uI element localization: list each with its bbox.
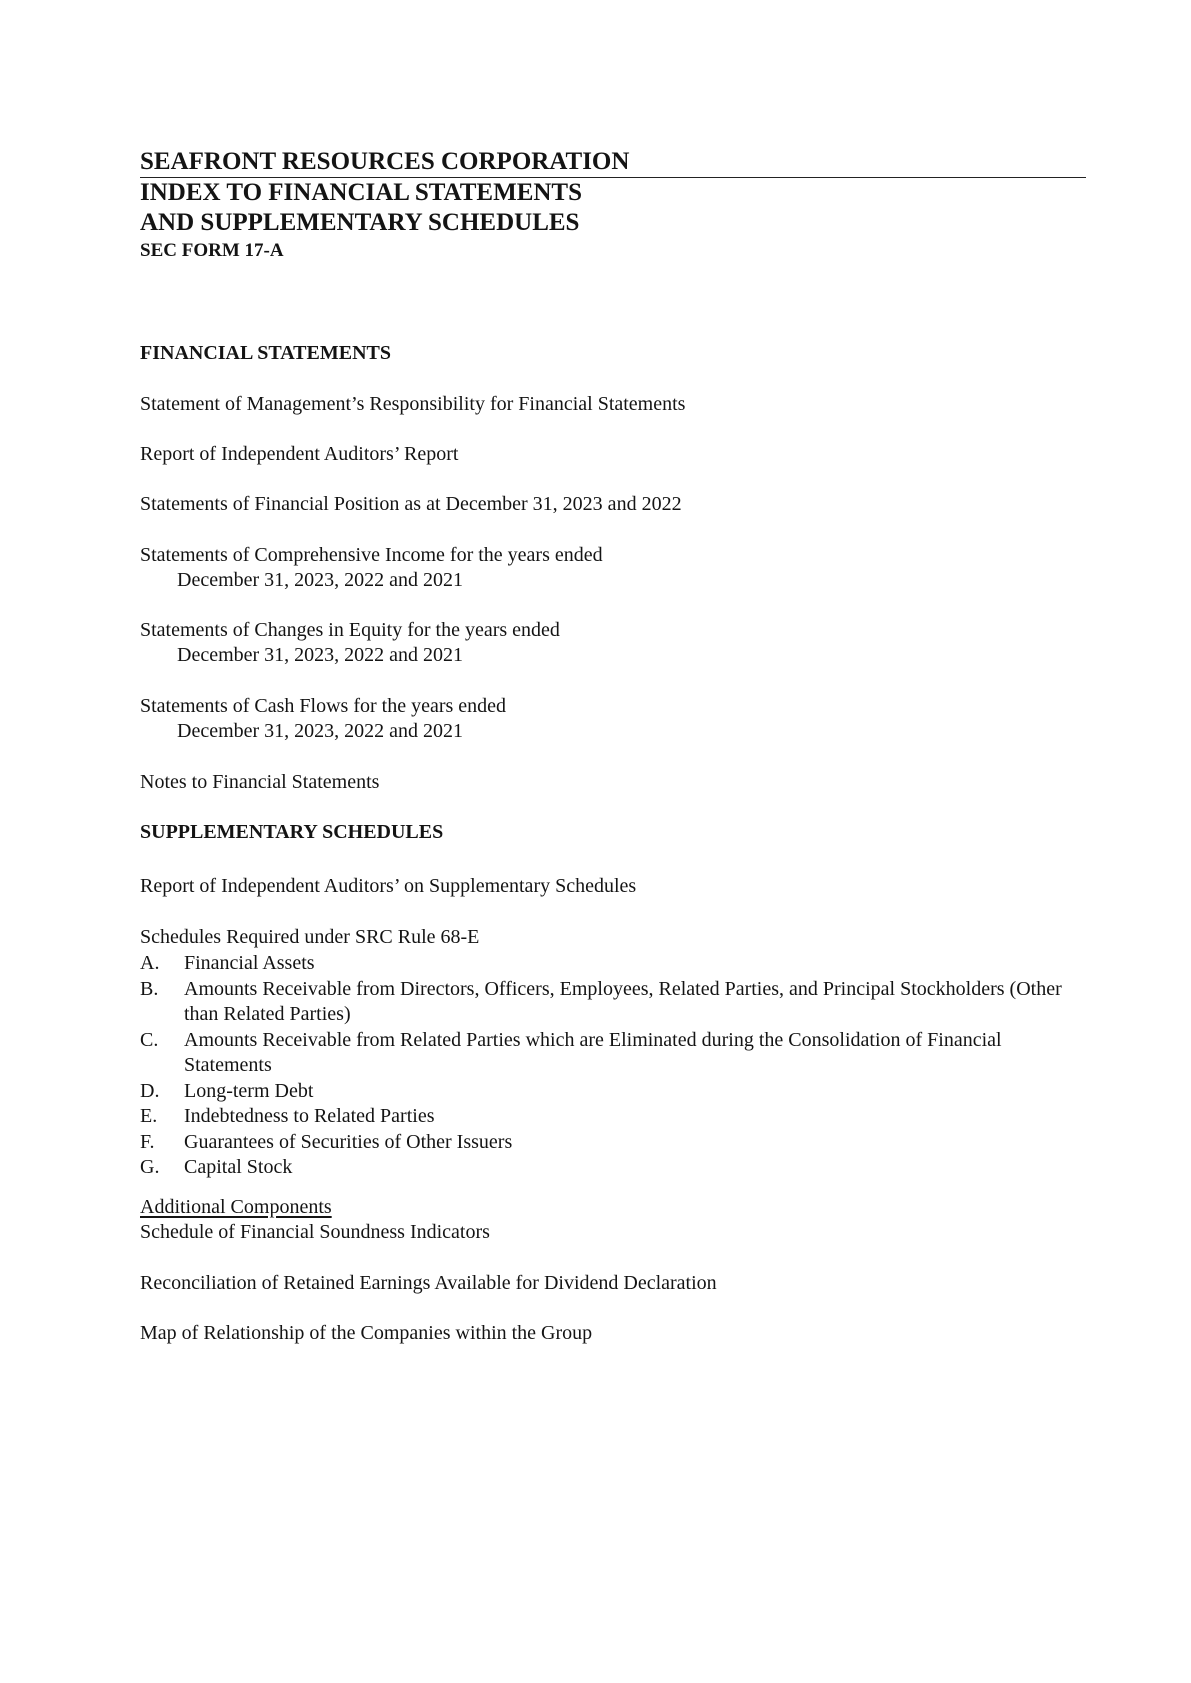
schedule-text: Amounts Receivable from Directors, Officers, Employees, Related Parties, and Principal Stockholders (Other than Related Parties) xyxy=(184,977,1062,1025)
schedule-text: Amounts Receivable from Related Parties which are Eliminated during the Consolidation of Financial Statements xyxy=(184,1028,1002,1076)
schedule-item xyxy=(140,1079,1090,1105)
schedule-letter: G. xyxy=(140,1156,160,1178)
supplementary-auditors-report: Report of Independent Auditors’ on Supplementary Schedules xyxy=(140,875,637,897)
additional-item-retained-earnings: Reconciliation of Retained Earnings Available for Dividend Declaration xyxy=(140,1272,717,1294)
schedule-letter: B. xyxy=(140,977,159,1000)
schedule-item xyxy=(140,1104,1090,1130)
sec-form-label: SEC FORM 17-A xyxy=(140,240,284,261)
schedule-text: Financial Assets xyxy=(184,952,315,974)
fs-item-financial-position: Statements of Financial Position as at December 31, 2023 and 2022 xyxy=(140,493,682,515)
schedule-text: Indebtedness to Related Parties xyxy=(184,1105,435,1127)
schedule-letter: A. xyxy=(140,952,160,974)
schedule-item xyxy=(140,951,1090,977)
fs-item-comprehensive-income-line2: December 31, 2023, 2022 and 2021 xyxy=(177,569,464,591)
schedules-intro: Schedules Required under SRC Rule 68-E xyxy=(140,926,480,948)
index-title-line-2: AND SUPPLEMENTARY SCHEDULES xyxy=(140,209,580,236)
fs-item-changes-in-equity-line2: December 31, 2023, 2022 and 2021 xyxy=(177,644,464,666)
fs-item-changes-in-equity xyxy=(140,618,560,668)
additional-components-heading: Additional Components xyxy=(140,1196,332,1218)
schedule-item xyxy=(140,1155,1090,1181)
fs-item-comprehensive-income xyxy=(140,543,603,593)
schedule-text: Capital Stock xyxy=(184,1156,293,1178)
fs-item-auditors-report: Report of Independent Auditors’ Report xyxy=(140,443,459,465)
document-header xyxy=(140,147,1086,263)
schedule-letter: E. xyxy=(140,1105,158,1127)
schedule-item xyxy=(140,1028,1090,1079)
schedule-item xyxy=(140,1130,1090,1156)
additional-components xyxy=(140,1195,490,1245)
index-title-line-1: INDEX TO FINANCIAL STATEMENTS xyxy=(140,179,583,206)
additional-item-financial-soundness: Schedule of Financial Soundness Indicators xyxy=(140,1221,490,1243)
fs-item-management-responsibility: Statement of Management’s Responsibility for Financial Statements xyxy=(140,393,686,415)
schedule-letter: F. xyxy=(140,1130,155,1153)
financial-statements-heading: FINANCIAL STATEMENTS xyxy=(140,342,391,364)
additional-item-group-map: Map of Relationship of the Companies within the Group xyxy=(140,1322,593,1344)
schedule-item xyxy=(140,977,1090,1028)
fs-item-cash-flows-line2: December 31, 2023, 2022 and 2021 xyxy=(177,720,464,742)
supplementary-schedules-heading: SUPPLEMENTARY SCHEDULES xyxy=(140,821,444,843)
fs-item-notes: Notes to Financial Statements xyxy=(140,771,380,793)
schedule-letter: C. xyxy=(140,1028,159,1051)
schedule-text: Guarantees of Securities of Other Issuers xyxy=(184,1130,513,1153)
fs-item-changes-in-equity-line1: Statements of Changes in Equity for the years ended xyxy=(140,619,560,641)
schedules-list xyxy=(140,951,1090,1181)
fs-item-cash-flows xyxy=(140,694,506,744)
fs-item-comprehensive-income-line1: Statements of Comprehensive Income for the years ended xyxy=(140,544,603,566)
schedule-text: Long-term Debt xyxy=(184,1079,314,1102)
schedule-letter: D. xyxy=(140,1079,160,1102)
fs-item-cash-flows-line1: Statements of Cash Flows for the years ended xyxy=(140,695,507,717)
company-name: SEAFRONT RESOURCES CORPORATION xyxy=(140,147,1086,178)
